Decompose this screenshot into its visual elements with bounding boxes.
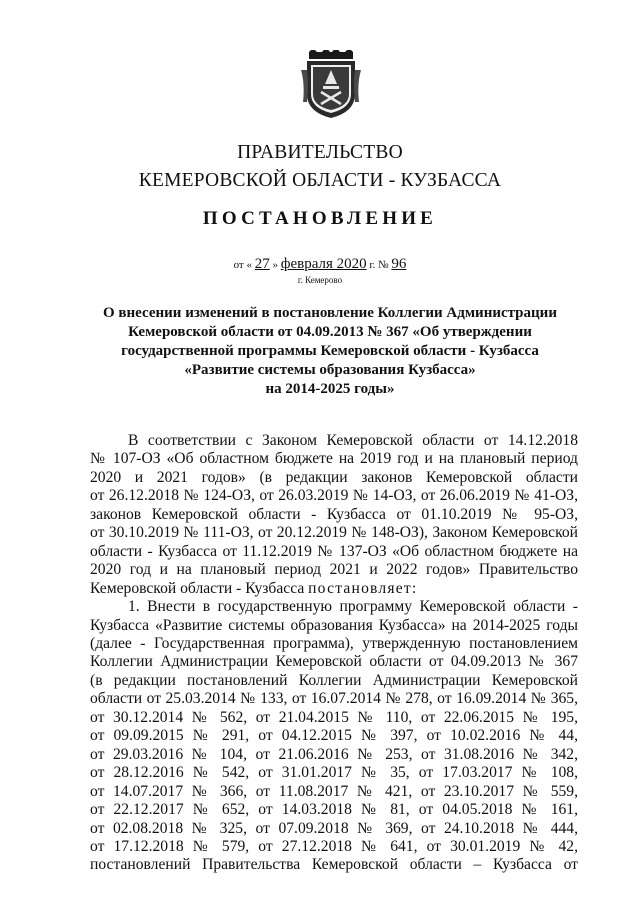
document-body [90,432,578,875]
body-line: постановлений Правительства Кемеровской области – Кузбасса от [90,856,578,874]
body-line: от 17.12.2018 № 579, от 27.12.2018 № 641, от 30.01.2019 № 42, [90,837,578,855]
body-line: от 30.12.2014 № 562, от 21.04.2015 № 110, от 22.06.2015 № 195, [90,708,578,726]
date-year-suffix: г. [369,259,376,271]
body-line: (далее - Государственная программа), утвержденную постановлением [90,634,578,652]
document-number: 96 [391,256,407,272]
city-name: г. Кемерово [297,275,343,285]
government-name-line2: КЕМЕРОВСКОЙ ОБЛАСТИ - КУЗБАССА [138,170,502,191]
body-line: В соответствии с Законом Кемеровской области от 14.12.2018 [128,432,578,449]
body-line: от 30.10.2019 № 111-ОЗ, от 20.12.2019 № 148-ОЗ), Законом Кемеровской [90,524,578,542]
date-day: 27 [254,256,270,272]
body-line: области от 25.03.2014 № 133, от 16.07.2014 № 278, от 16.09.2014 № 365, [90,690,578,708]
body-line: Коллегии Администрации Кемеровской области от 04.09.2013 № 367 [90,653,578,671]
date-separator: » [272,259,278,271]
body-line: № 107-ОЗ «Об областном бюджете на 2019 год и на плановый период [90,450,578,468]
government-name-line1: ПРАВИТЕЛЬСТВО [237,142,403,163]
body-line: от 29.03.2016 № 104, от 21.06.2016 № 253, от 31.08.2016 № 342, [90,745,578,763]
body-line: 2020 год и на плановый период 2021 и 2022 годов» Правительство [90,561,578,579]
body-line: 1. Внести в государственную программу Кемеровской области - [128,598,578,616]
body-line: 2020 и 2021 годов» (в редакции законов Кемеровской области [90,468,578,486]
document-type-title: ПОСТАНОВЛЕНИЕ [202,208,438,229]
body-line: от 09.09.2015 № 291, от 04.12.2015 № 397, от 10.02.2016 № 44, [90,727,578,745]
subject-line: на 2014-2025 годы» [265,381,395,397]
body-line: от 14.07.2017 № 366, от 11.08.2017 № 421, от 23.10.2017 № 559, [90,782,578,800]
document-subject [80,304,580,399]
body-line: области - Кузбасса от 11.12.2019 № 137-ОЗ «Об областном бюджете на [90,542,578,560]
subject-line: «Развитие системы образования Кузбасса» [184,362,476,378]
number-prefix: № [378,259,389,271]
date-month-year: февраля 2020 [280,256,367,272]
date-and-number-line [0,256,640,273]
body-line: от 28.12.2016 № 542, от 31.01.2017 № 35, от 17.03.2017 № 108, [90,764,578,782]
body-line: Кузбасса «Развитие системы образования Кузбасса» на 2014-2025 годы [90,616,578,634]
coat-of-arms-emblem [299,50,363,120]
body-line: от 26.12.2018 № 124-ОЗ, от 26.03.2019 № 14-ОЗ, от 26.06.2019 № 41-ОЗ, [90,487,578,505]
subject-line: государственной программы Кемеровской области - Кузбасса [121,343,539,359]
body-text: Кемеровской области - Кузбасса [90,579,309,597]
subject-line: О внесении изменений в постановление Коллегии Администрации [103,305,557,321]
subject-line: Кемеровской области от 04.09.2013 № 367 «Об утверждении [128,324,532,340]
body-line [90,580,578,598]
body-line: (в редакции постановлений Коллегии Администрации Кемеровской [90,671,578,689]
date-prefix: от « [233,259,252,271]
body-line: от 22.12.2017 № 652, от 14.03.2018 № 81, от 04.05.2018 № 161, [90,801,578,819]
resolution-keyword: постановляет: [308,579,418,597]
body-line: от 02.08.2018 № 325, от 07.09.2018 № 369, от 24.10.2018 № 444, [90,819,578,837]
body-line: законов Кемеровской области - Кузбасса от 01.10.2019 № 95-ОЗ, [90,505,578,523]
